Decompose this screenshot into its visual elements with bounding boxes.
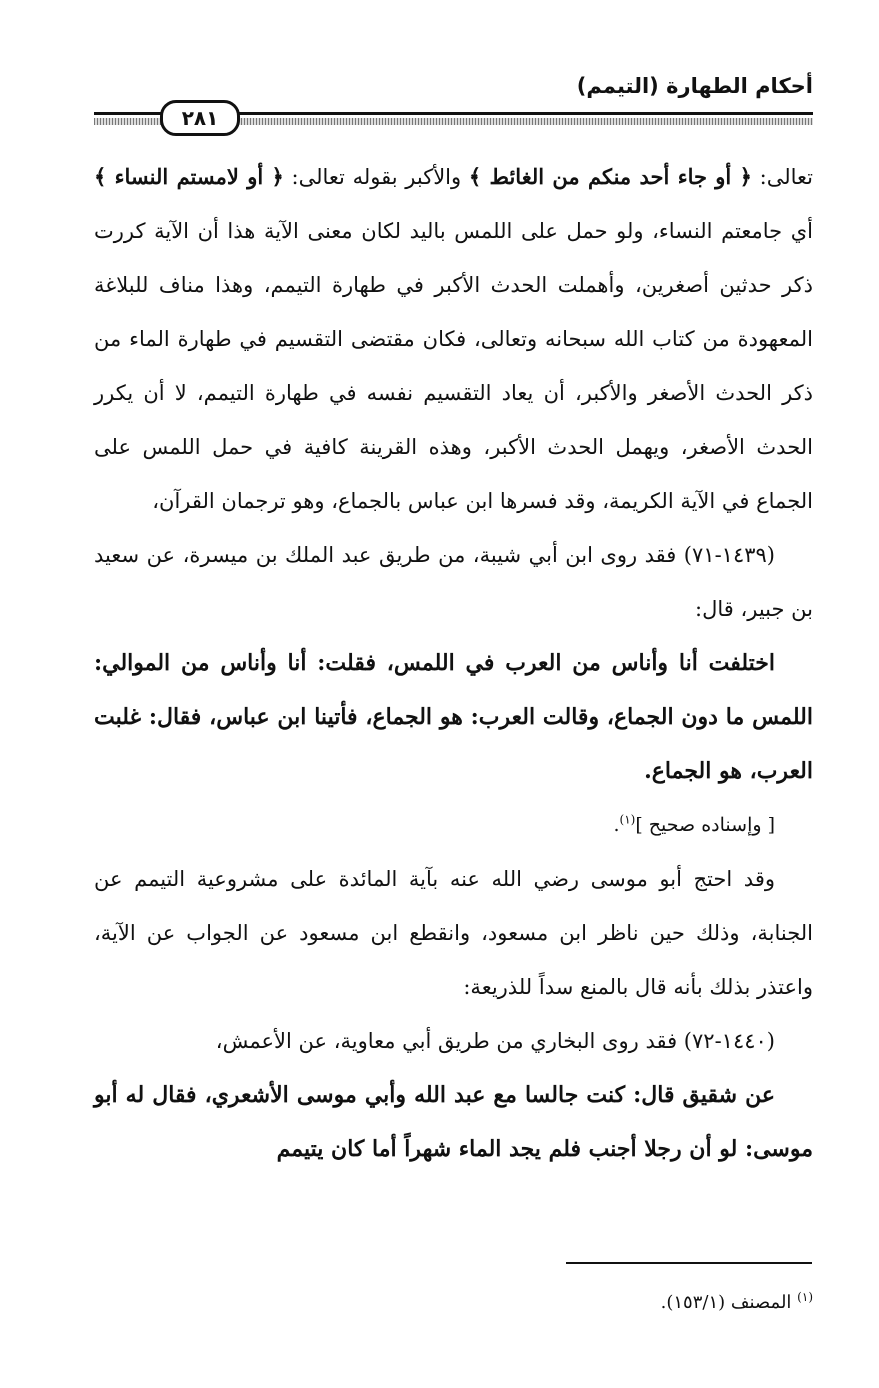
running-title: أحكام الطهارة (التيمم) <box>576 74 813 98</box>
hadith-chain-1440: (١٤٤٠-٧٢) فقد روى البخاري من طريق أبي معاوية، عن الأعمش، <box>215 1029 775 1053</box>
hadith-text-1439: اختلفت أنا وأناس من العرب في اللمس، فقلت: أنا وأناس من الموالي: اللمس ما دون الجماع، وقالت العرب: هو الجماع، فأتينا ابن عباس، فقال: غلبت العرب، هو الجماع. <box>94 650 813 784</box>
footnote-marker: (١) <box>619 812 636 827</box>
paragraph-abu-musa: وقد احتج أبو موسى رضي الله عنه بآية المائدة على مشروعية التيمم عن الجنابة، وذلك حين ناظر ابن مسعود، وانقطع ابن مسعود عن الجواب عن الآية، واعتذر بذلك بأنه قال بالمنع سداً للذريعة: <box>94 867 813 999</box>
isnad-grade-text: [ وإسناده صحيح ] <box>635 814 775 836</box>
footnote <box>94 1288 813 1318</box>
paragraph-tafsir-end: أي جامعتم النساء، ولو حمل على اللمس باليد لكان معنى الآية هذا أن الآية كررت ذكر حدثين أصغرين، وأهملت الحدث الأكبر في طهارة التيمم، وهذا مناف للبلاغة المعهودة من كتاب الله سبحانه وتعالى، فكان مقتضى التقسيم في طهارة الماء من ذكر الحدث الأصغر والأكبر، أن يعاد التقسيم نفسه في طهارة التيمم، لا أن يكرر الحدث الأصغر، ويهمل الحدث الأكبر، وهذه القرينة كافية في حمل اللمس على الجماع في الآية الكريمة، وقد فسرها ابن عباس بالجماع، وهو ترجمان القرآن، <box>94 219 813 513</box>
paragraph-tafsir-start: تعالى: <box>751 165 813 189</box>
quran-verse: ﴿ أو لامستم النساء ﴾ <box>94 164 284 189</box>
paragraph-tafsir-middle: والأكبر بقوله تعالى: <box>283 165 469 189</box>
main-text <box>94 150 813 1176</box>
page-header <box>94 70 813 132</box>
paragraph-tafsir <box>94 150 813 528</box>
footnote-text: المصنف (١٥٣/١). <box>660 1292 792 1313</box>
footnote-number: (١) <box>797 1290 813 1304</box>
footnote-rule <box>566 1262 812 1264</box>
hadith-chain-1439: (١٤٣٩-٧١) فقد روى ابن أبي شيبة، من طريق عبد الملك بن ميسرة، عن سعيد بن جبير، قال: <box>94 543 813 621</box>
page-number: ٢٨١ <box>160 100 240 136</box>
quran-verse: ﴿ أو جاء أحد منكم من الغائط ﴾ <box>468 164 752 189</box>
hadith-text-1440: عن شقيق قال: كنت جالسا مع عبد الله وأبي موسى الأشعري، فقال له أبو موسى: لو أن رجلا أجنب فلم يجد الماء شهراً أما كان يتيمم <box>94 1082 813 1162</box>
isnad-grade: [ وإسناده صحيح ]$^{(١)}$. <box>613 812 775 836</box>
